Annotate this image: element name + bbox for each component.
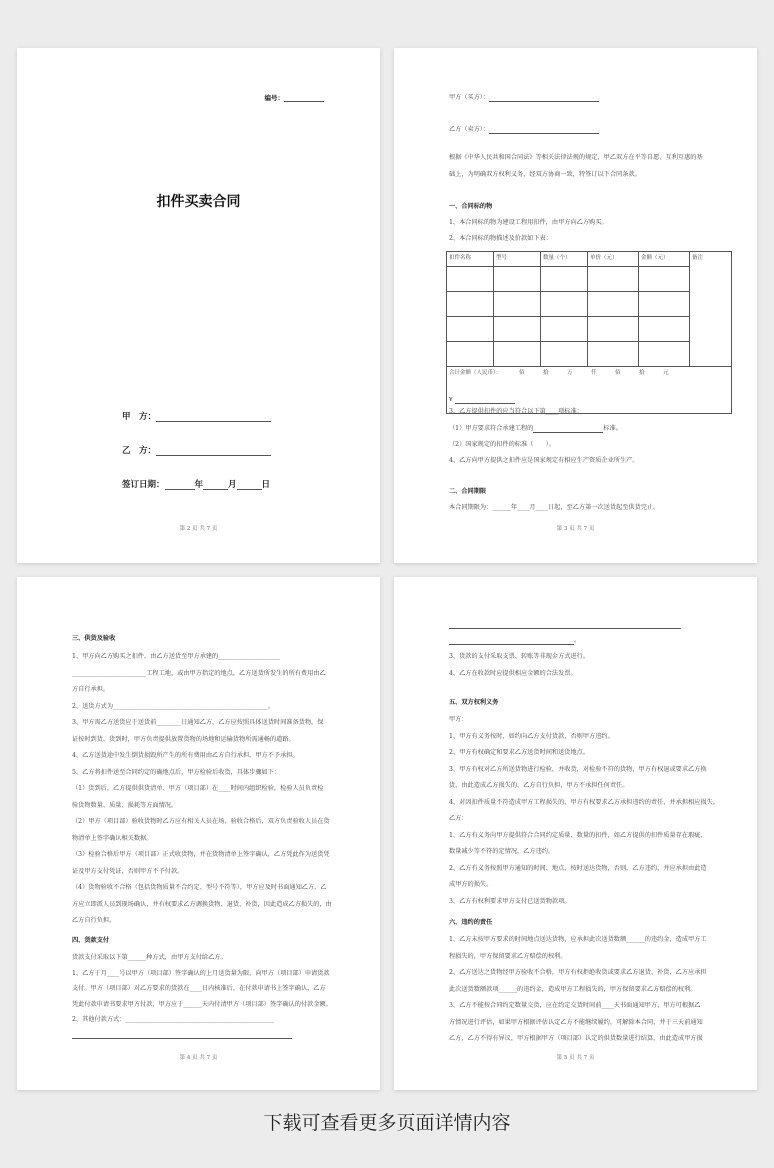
blank-line: 。 — [449, 637, 580, 645]
clause: 2、本合同标的物描述及价款如下表： — [449, 235, 552, 242]
goods-table — [446, 251, 732, 414]
clause-line: 乙方： — [449, 815, 468, 822]
clause-line: 1、乙方于月____号以甲方（项目部）签字确认的上月送货量为限，向甲方（项目部）申请货款 — [72, 969, 330, 977]
page-footer: 第 2 页 共 7 页 — [179, 526, 218, 532]
page-footer: 第 3 页 共 7 页 — [556, 526, 595, 532]
clause-line: 2、乙方有义务按照甲方通知的时间、地点，按时送达货物，否则，乙方违约，并应承担由此造 — [449, 864, 707, 872]
more-pages-banner: 下载可查看更多页面详情内容 — [263, 1112, 511, 1134]
clause-line: 2、送货方式为__________________________________________________。 — [72, 702, 274, 710]
clause-line: 4、乙方送货途中发生倒货损毁所产生的所有费用由乙方自行承担，甲方不予承担。 — [72, 752, 299, 759]
party-b-field: 乙 方： — [122, 444, 271, 456]
contract-number: 编号： — [265, 93, 325, 102]
clause-line: 1、乙方未按甲方要求的时间地点送达货物，应承担此次送货数额______的违约金，造成甲方工 — [449, 936, 707, 943]
table-header: 型号 — [494, 252, 541, 267]
seller-line: 乙方（卖方）： — [449, 126, 599, 134]
section-heading: 四、货款支付 — [72, 937, 110, 944]
sign-date-field: 签订日期： 年 月 日 — [122, 480, 271, 490]
clause-line: 甲方： — [449, 716, 468, 723]
table-row — [447, 292, 732, 317]
clause-line: 验货物数量、质量、损耗等方面情况。 — [72, 801, 178, 809]
clause-line: （2）甲方（项目部）验收货物时乙方应有相关人员在场，验收合格后，双方负责验收人员在货 — [72, 818, 330, 825]
clause-line: 4、对因扣件质量不符造成甲方工程损失的，甲方有权要求乙方承担违约的责任，并承担相应损失。 — [449, 798, 719, 806]
clause-line: 凭此付款申请书要求甲方付款，甲方应于______天内付清甲方（项目部）签字确认的付款金额。 — [72, 1000, 332, 1008]
intro-text: 础上，为明确双方权利义务，经双方协商一致，特签订以下合同条款。 — [449, 171, 641, 178]
clause-line: 方情况进行评估，如果甲方根据评估认定乙方不能继续履约，可解除本合同，并于三天前通知 — [449, 1018, 703, 1026]
clause: 本合同期限为：______年____月____日起，至乙方第一次送货起至供货完止。 — [449, 504, 660, 511]
page-cover — [17, 48, 380, 563]
clause-line: 乙方，乙方不得有异议，甲方根据甲方（项目部）认定的供货数量进行结算，由此造成甲方损 — [449, 1035, 703, 1042]
page-footer: 第 5 页 共 7 页 — [556, 1055, 595, 1061]
section-heading: 三、供货及验收 — [72, 635, 116, 642]
clause-line: 货，由此造成乙方损失的，乙方自行负担，甲方不承担任何责任。 — [449, 782, 629, 789]
blank-line — [449, 621, 681, 629]
clause-line: （4）货物验收不合格（包括货物质量不合约定、型号不符等），甲方应及时书面通知乙方，乙 — [72, 884, 327, 891]
clause-line: 4、乙方在收款时应提供相应金额的合法发票。 — [449, 669, 577, 677]
clause-line: 1、甲方有义务按时、如约向乙方支付货款，否则甲方违约。 — [449, 732, 614, 740]
section-heading: 六、违约的责任 — [449, 919, 493, 926]
clause-line: 2、乙方送达之货物经甲方验收不合格，甲方有权拒绝收货或要求乙方退货、补货，乙方应承担 — [449, 969, 707, 976]
clause-line: 3、货款的支付采取支票、转账等非现金方式进行。 — [449, 653, 590, 660]
clause: （1）甲方要求符合承建工程的 标准。 — [449, 425, 622, 432]
clause: 3、乙方提供扣件的应当符合以下第____项标准： — [449, 408, 583, 415]
clause-line: （1）货到后，乙方提供供货清单、甲方（项目部）在____时间内组织检验，检验人员负责检 — [72, 785, 324, 792]
clause-line: ________________________工程工地，或由甲方指定的地点，乙方送货所发生的所有费用由乙 — [72, 669, 326, 677]
clause: 4、乙方向甲方提供之扣件应是国家规定有相应生产资质企业所生产。 — [449, 457, 639, 464]
section-heading: 五、双方权利义务 — [449, 699, 499, 706]
page-terms-1 — [394, 48, 757, 563]
contract-title: 扣件买卖合同 — [156, 194, 241, 210]
clause-line: 证及甲方支付凭证，否则甲方不予付款。 — [72, 867, 184, 875]
clause-line: 2、其他付款方式：________________________________________________ — [72, 1016, 274, 1023]
clause: 1、本合同标的物为建设工程用扣件，由甲方向乙方购买。 — [449, 219, 608, 226]
clause-line: 3、乙方不能按合同约定数量交货，应在约定交货时间前____天书面通知甲方，甲方可根据乙 — [449, 1002, 701, 1009]
section-heading: 一、合同标的物 — [449, 203, 493, 210]
clause-line: 5、乙方将扣件送至合同约定的确地点后，甲方检验后收货，具体步骤如下： — [72, 768, 281, 776]
page-terms-3 — [394, 577, 757, 1090]
table-header: 数量（个） — [541, 252, 588, 267]
table-row — [447, 267, 732, 292]
clause-line: 3、乙方有权利要求甲方支付已送货物款项。 — [449, 897, 571, 905]
table-header: 扣件名称 — [447, 252, 494, 267]
blank-line — [72, 1031, 292, 1039]
clause-line: 2、甲方有权确定和要求乙方送货时间和送货地点。 — [449, 749, 590, 756]
clause-line: 1、甲方向乙方购买之扣件，由乙方送货至甲方承建的____________________ — [72, 653, 281, 660]
clause-line: 成甲方的损失。 — [449, 881, 493, 888]
clause-line: 数量减少等不符的定情况，乙方违约。 — [449, 848, 555, 855]
table-header: 金额（元） — [639, 252, 690, 267]
clause-line: 证按时到货。货到时，甲方负责提供放置货物的场地和运输货物所需通畅的道路。 — [72, 735, 295, 743]
clause-line: 此次送货数额款项______的违约金，造成甲方工程损失的，甲方保留要求乙方赔偿的权利。 — [449, 985, 697, 993]
table-header: 备注 — [690, 252, 732, 367]
clause-line: 支付。甲方（项目部）对乙方要求的货款在____日内核准后，在付款申请书上签字确认，乙方 — [72, 985, 326, 992]
clause-line: 3、甲方有权对乙方所送货物进行检验，并收货，对检验不符的货物，甲方有权退或要求乙方换 — [449, 765, 707, 773]
clause-line: 程损失的，甲方保留要求乙方赔偿的权利。 — [449, 952, 567, 960]
table-header-row — [447, 252, 732, 267]
page-terms-2 — [17, 577, 380, 1090]
clause-line: 乙方自行负担。 — [72, 917, 116, 924]
section-heading: 二、合同期限 — [449, 488, 487, 495]
party-a-field: 甲 方： — [122, 410, 271, 422]
intro-text: 根据《中华人民共和国合同法》等相关法律法规的规定，甲乙双方在平等自愿、互利互惠的基 — [449, 154, 703, 161]
clause-line: 3、甲方需乙方送货应于送货前________日通知乙方，乙方应按照具体送货时间准备货物，保 — [72, 719, 324, 726]
clause: （2）国家规定的扣件的标准（ ）。 — [449, 441, 556, 448]
table-total-row: 合计金额（人民币）： 佰 拾 万 仟 佰 拾 元 ¥ — [447, 367, 732, 414]
clause-line: 方应立即派人员到现场确认，并有权要求乙方调换货物、退货、补货，因此造成乙方损失的，由 — [72, 900, 332, 908]
table-row — [447, 342, 732, 367]
clause-line: 物清单上签字确认相关数据。 — [72, 834, 153, 842]
clause-line: 方自行承担。 — [72, 686, 110, 693]
buyer-line: 甲方（买方）： — [449, 94, 599, 102]
table-header: 单价（元） — [588, 252, 639, 267]
clause-line: 货款支付采取以下第______种方式，由甲方支付给乙方。 — [72, 954, 227, 961]
table-row — [447, 317, 732, 342]
clause-line: 1、乙方有义务向甲方提供符合合同约定质量、数量的扣件，如乙方提供的扣件质量存在瑕疵、 — [449, 831, 707, 839]
page-footer: 第 4 页 共 7 页 — [179, 1055, 218, 1061]
clause-line: （3）检验合格后甲方（项目部）正式收货物，并在货物清单上签字确认，乙方凭此作为送货凭 — [72, 851, 330, 858]
